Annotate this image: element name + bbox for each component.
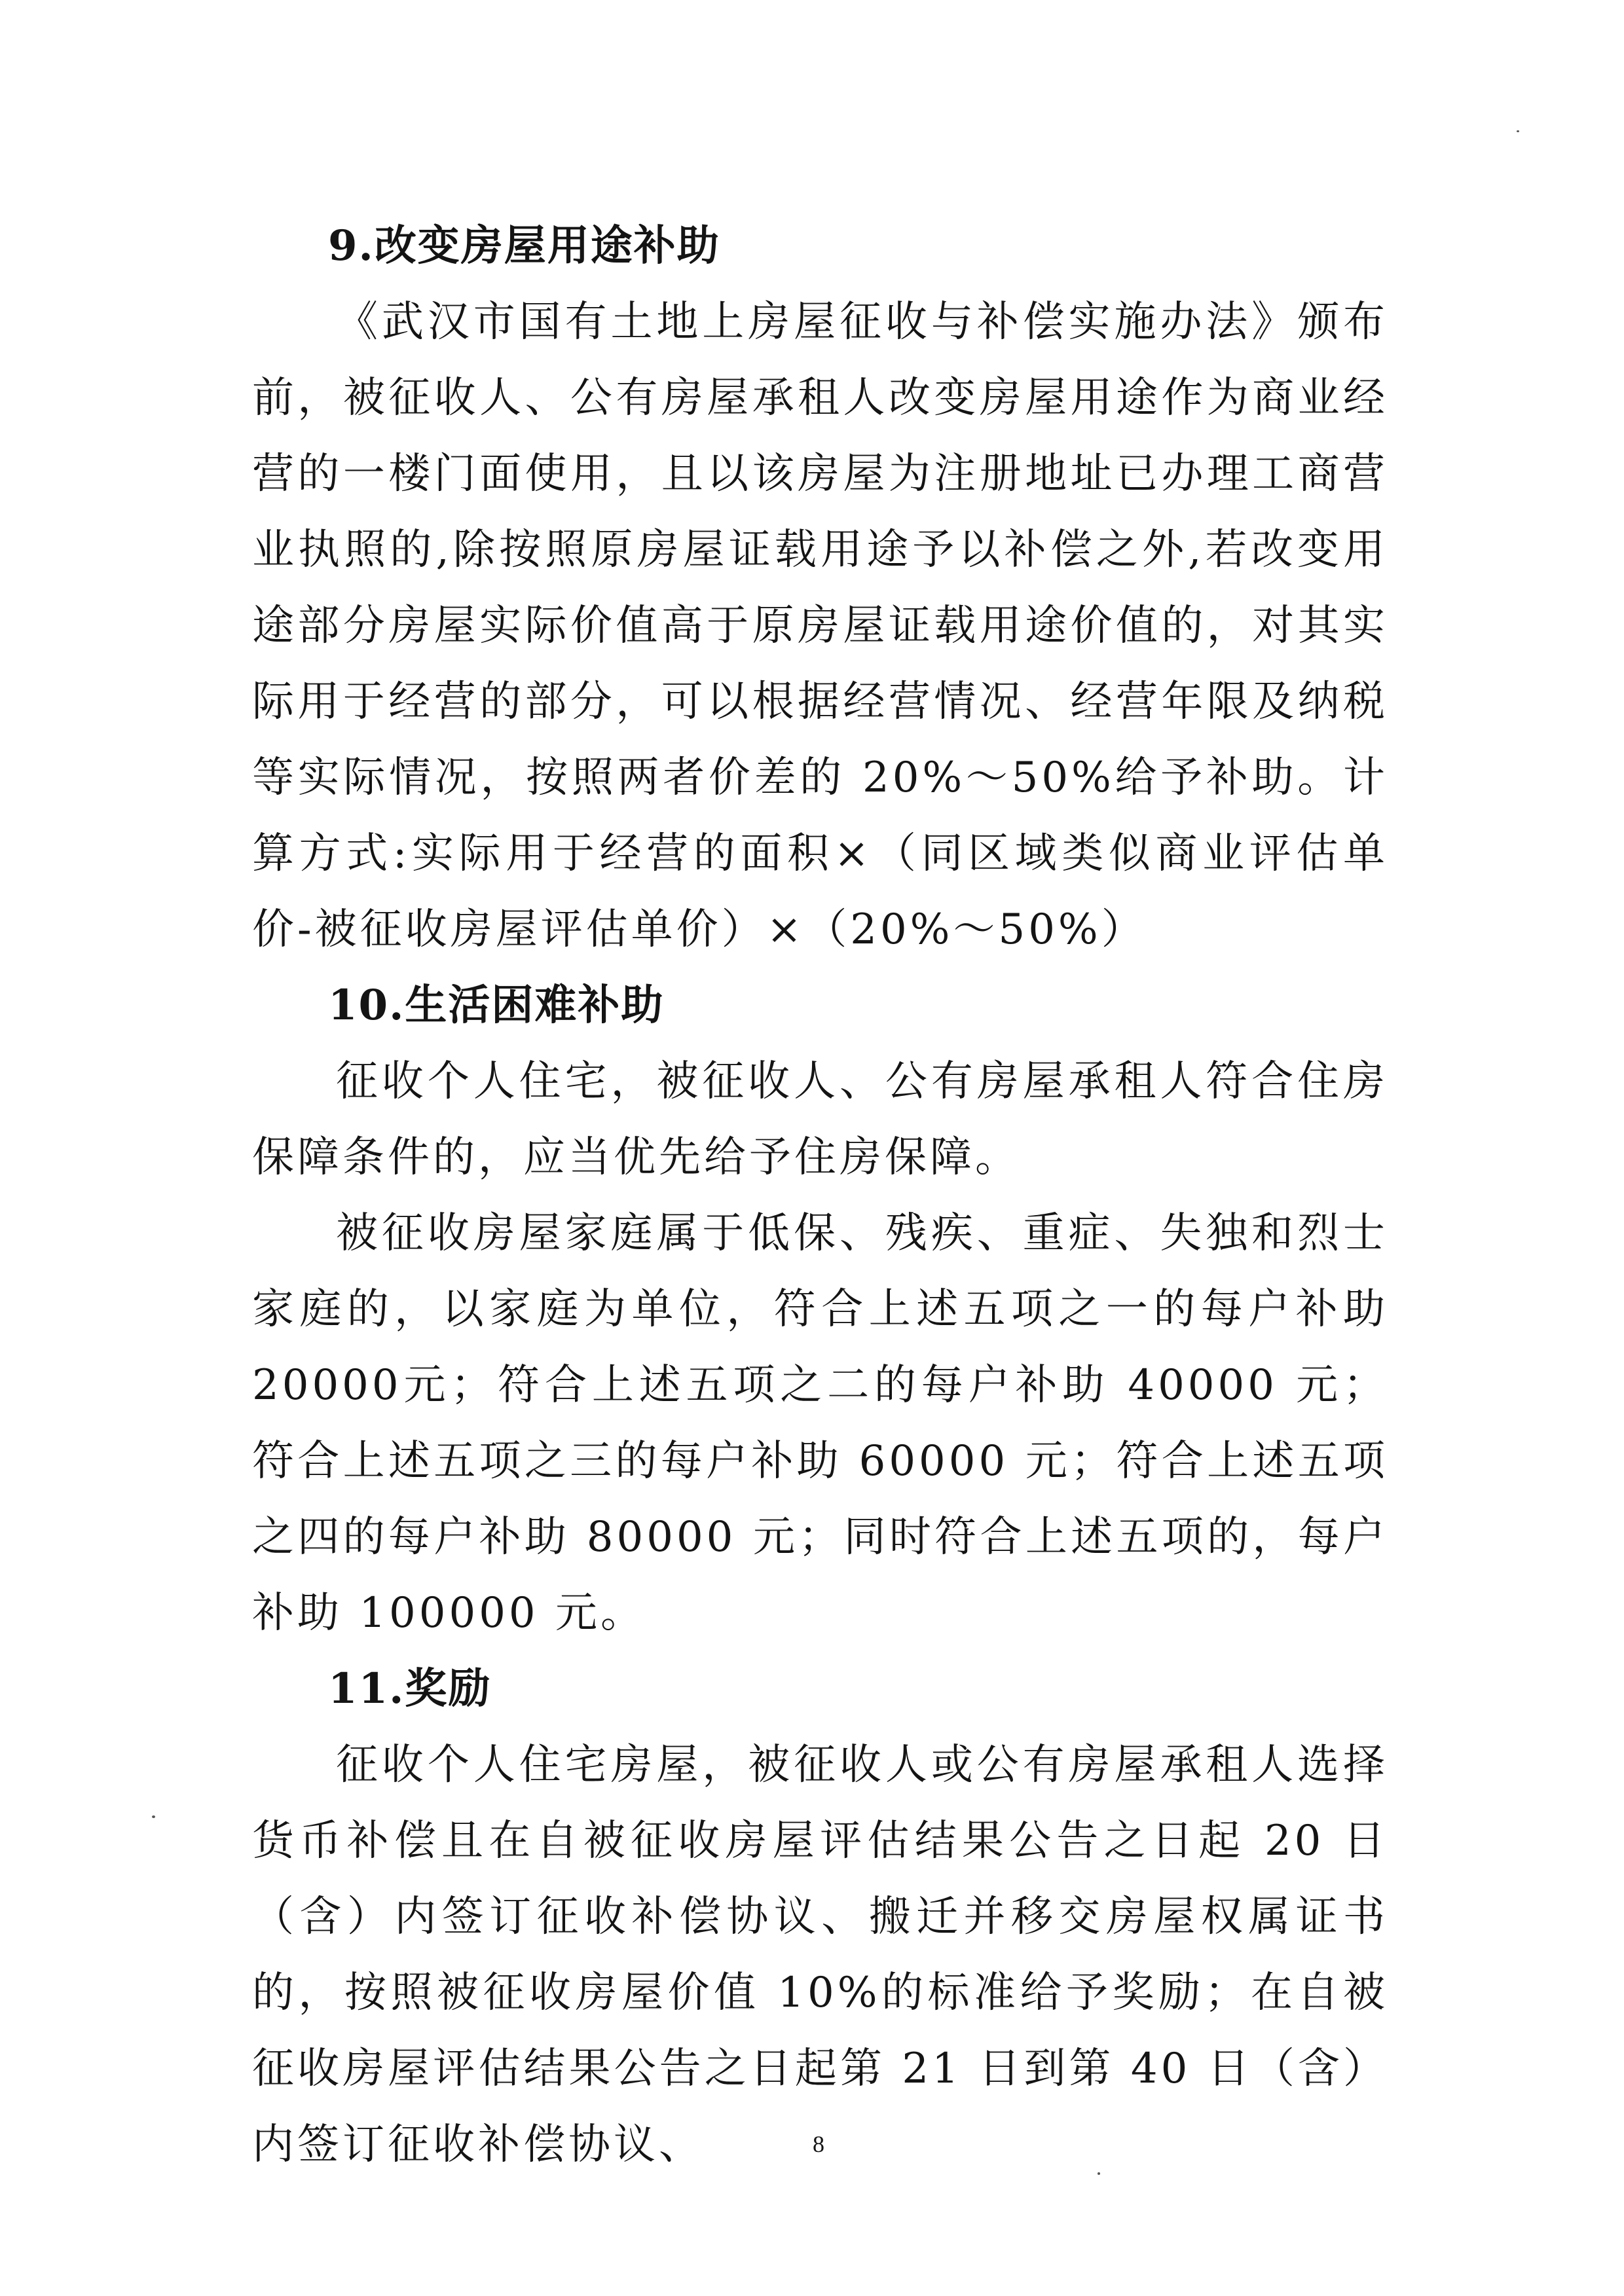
section-heading-10: 10.生活困难补助 <box>328 981 665 1030</box>
paragraph-use-change-subsidy: 《武汉市国有土地上房屋征收与补偿实施办法》颁布前，被征收人、公有房屋承租人改变房屋用途作为商业经营的一楼门面使用，且以该房屋为注册地址已办理工商营业执照的,除按照原房屋证载用途予以补偿之外,若改变用途部分房屋实际价值高于原房屋证载用途价值的，对其实际用于经营的部分，可以根据经营情况、经营年限及纳税等实际情况，按照两者价差的 20%～50%给予补助。计算方式:实际用于经营的面积×（同区域类似商业评估单价-被征收房屋评估单价）×（20%～50%） <box>252 298 1388 954</box>
page-number: 8 <box>813 2131 824 2157</box>
scan-speck <box>1098 2172 1100 2175</box>
paragraph-reward: 征收个人住宅房屋，被征收人或公有房屋承租人选择货币补偿且在自被征收房屋评估结果公告之日起 20 日（含）内签订征收补偿协议、搬迁并移交房屋权属证书的，按照被征收房屋价值 10%的标准给予奖励；在自被征收房屋评估结果公告之日起第 21 日到第 40 日（含）内签订征收补偿协议、 <box>252 1741 1388 2169</box>
section-heading-9: 9.改变房屋用途补助 <box>328 221 720 270</box>
scan-speck <box>152 1815 155 1818</box>
paragraph-hardship-subsidy: 被征收房屋家庭属于低保、残疾、重症、失独和烈士家庭的，以家庭为单位，符合上述五项之一的每户补助 20000元；符合上述五项之二的每户补助 40000 元；符合上述五项之三的每户补助 60000 元；符合上述五项之四的每户补助 80000 元；同时符合上述五项的，每户补助 100000 元。 <box>252 1209 1388 1637</box>
document-body <box>252 208 1388 2183</box>
scan-speck <box>1517 130 1519 132</box>
paragraph-housing-security: 征收个人住宅，被征收人、公有房屋承租人符合住房保障条件的，应当优先给予住房保障。 <box>252 1057 1388 1182</box>
section-heading-11: 11.奖励 <box>328 1664 492 1713</box>
